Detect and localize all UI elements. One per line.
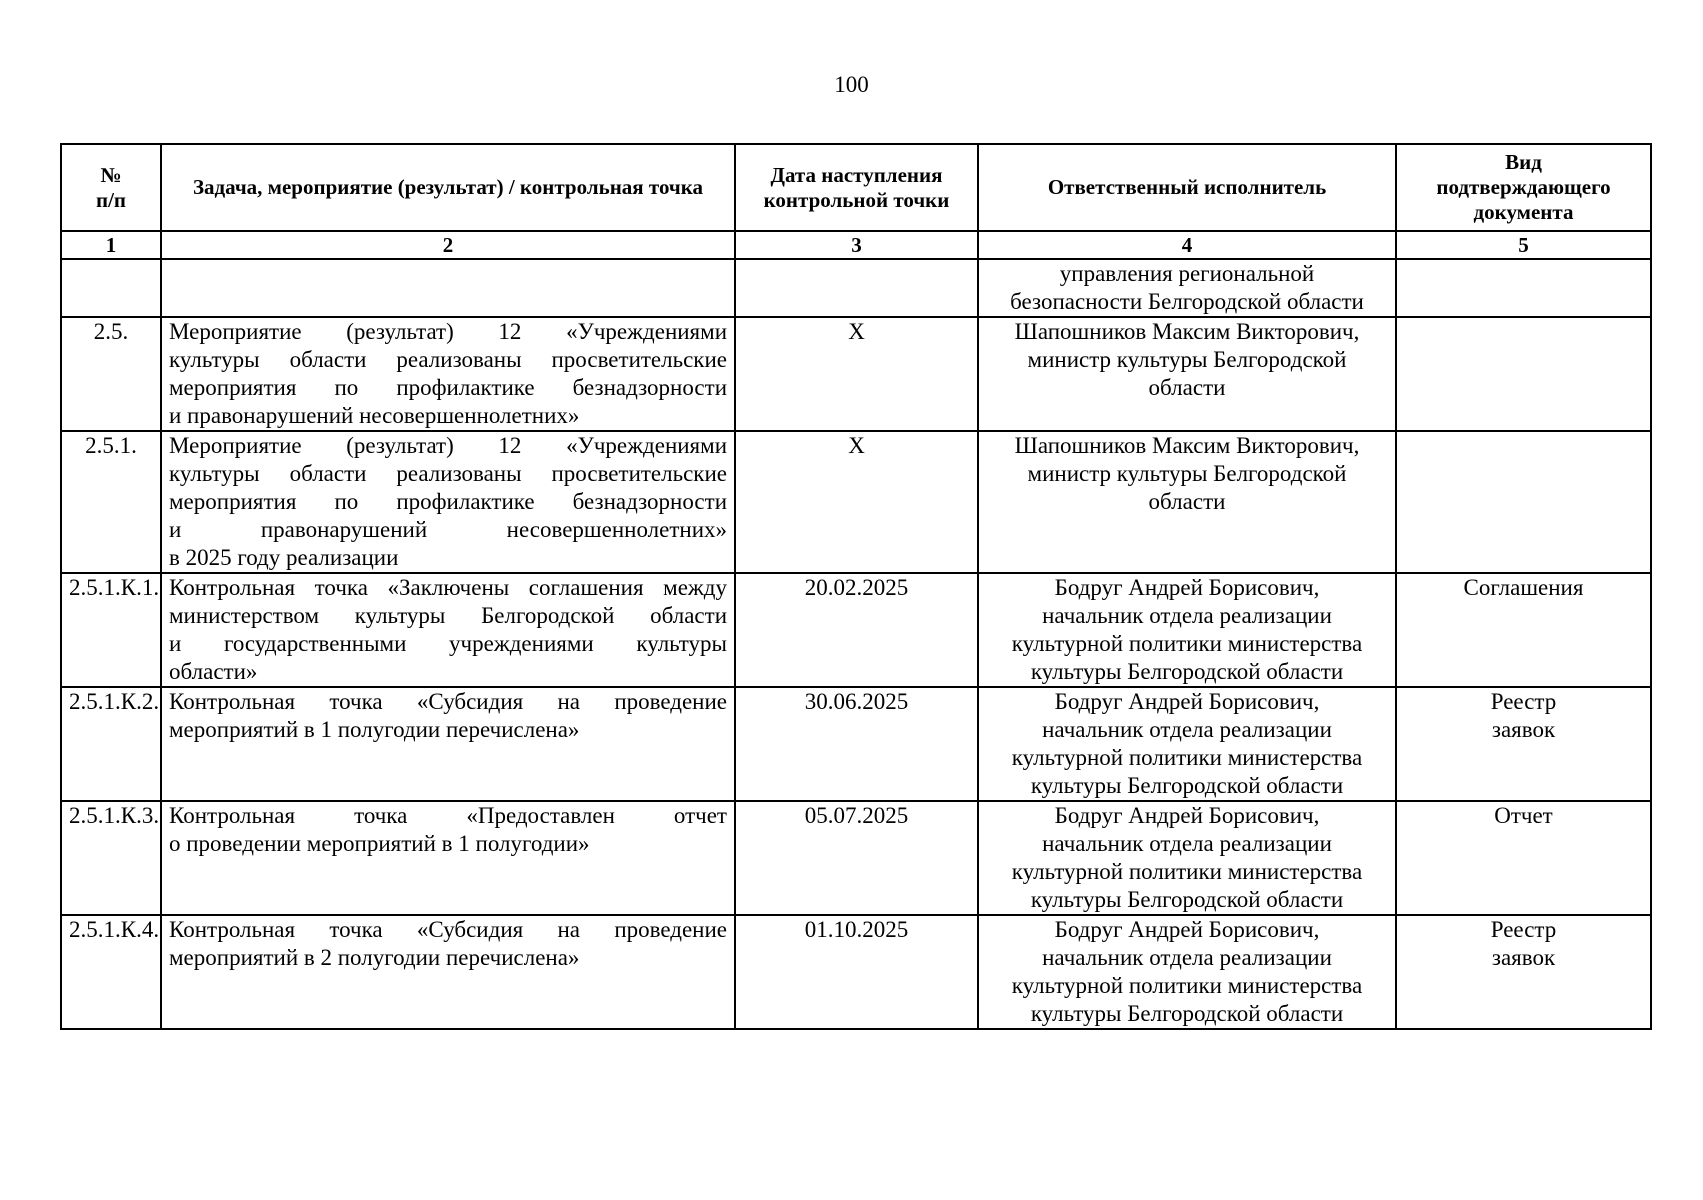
task-cell (161, 317, 735, 431)
document-type-cell (1396, 317, 1651, 431)
responsible-line: Шапошников Максим Викторович, (1014, 319, 1360, 344)
task-line: культуры области реализованы просветительские (169, 347, 727, 372)
header-document-type: Вид подтверждающего документа (1396, 144, 1651, 231)
responsible-line: управления региональной (1059, 261, 1315, 286)
responsible-line: начальник отдела реализации (1042, 945, 1332, 970)
responsible-line: культурной политики министерства (1011, 631, 1363, 656)
date-cell (735, 259, 978, 317)
responsible-line: культурной политики министерства (1011, 973, 1363, 998)
task-line: Контрольная точка «Заключены соглашения между (169, 575, 727, 600)
table-row (61, 801, 1651, 915)
header-date: Дата наступления контрольной точки (735, 144, 978, 231)
responsible-line: министр культуры Белгородской (1027, 347, 1347, 372)
responsible-line: культурной политики министерства (1011, 859, 1363, 884)
column-number: 3 (735, 231, 978, 259)
task-line: мероприятий в 1 полугодии перечислена» (169, 717, 580, 742)
responsible-line: области (1148, 375, 1226, 400)
date-cell: 20.02.2025 (735, 573, 978, 687)
column-number: 5 (1396, 231, 1651, 259)
responsible-line: культуры Белгородской области (1030, 887, 1344, 912)
task-cell (161, 431, 735, 573)
control-points-table (60, 143, 1652, 1030)
responsible-line: культуры Белгородской области (1030, 1001, 1344, 1026)
document-type-line: заявок (1491, 717, 1556, 742)
task-cell (161, 801, 735, 915)
row-number-cell: 2.5.1.К.2. (61, 687, 161, 801)
responsible-cell (978, 573, 1396, 687)
column-number: 1 (61, 231, 161, 259)
responsible-cell (978, 915, 1396, 1029)
task-line: области» (169, 659, 258, 684)
responsible-line: начальник отдела реализации (1042, 603, 1332, 628)
document-type-line: заявок (1491, 945, 1556, 970)
row-number-cell: 2.5.1. (61, 431, 161, 573)
row-number-cell: 2.5.1.К.3. (61, 801, 161, 915)
row-number-cell: 2.5. (61, 317, 161, 431)
document-type-line: Отчет (1494, 803, 1553, 828)
table-row (61, 259, 1651, 317)
row-number-cell: 2.5.1.К.1. (61, 573, 161, 687)
task-line: и государственными учреждениями культуры (169, 631, 727, 656)
responsible-line: министр культуры Белгородской (1027, 461, 1347, 486)
row-number-cell: 2.5.1.К.4. (61, 915, 161, 1029)
task-line: в 2025 году реализации (169, 545, 399, 570)
document-type-cell (1396, 801, 1651, 915)
responsible-line: области (1148, 489, 1226, 514)
document-type-cell (1396, 431, 1651, 573)
column-number: 2 (161, 231, 735, 259)
document-type-line: Соглашения (1463, 575, 1584, 600)
document-type-cell (1396, 687, 1651, 801)
responsible-line: культуры Белгородской области (1030, 659, 1344, 684)
date-cell: 30.06.2025 (735, 687, 978, 801)
task-line: Мероприятие (результат) 12 «Учреждениями (169, 433, 727, 458)
responsible-line: Бодруг Андрей Борисович, (1054, 689, 1320, 714)
page-number: 100 (834, 72, 869, 97)
column-number-row (61, 231, 1651, 259)
task-line: мероприятий в 2 полугодии перечислена» (169, 945, 580, 970)
responsible-cell (978, 801, 1396, 915)
task-line: и правонарушений несовершеннолетних» (169, 403, 580, 428)
responsible-line: начальник отдела реализации (1042, 717, 1332, 742)
table-row (61, 687, 1651, 801)
task-line: министерством культуры Белгородской области (169, 603, 727, 628)
responsible-line: Бодруг Андрей Борисович, (1054, 803, 1320, 828)
task-line: культуры области реализованы просветительские (169, 461, 727, 486)
table-header-row (61, 144, 1651, 231)
responsible-line: Бодруг Андрей Борисович, (1054, 917, 1320, 942)
date-cell: 05.07.2025 (735, 801, 978, 915)
task-line: Контрольная точка «Субсидия на проведение (169, 689, 727, 714)
header-responsible: Ответственный исполнитель (978, 144, 1396, 231)
responsible-line: Шапошников Максим Викторович, (1014, 433, 1360, 458)
header-task: Задача, мероприятие (результат) / контрольная точка (161, 144, 735, 231)
table-row (61, 431, 1651, 573)
responsible-cell (978, 687, 1396, 801)
responsible-line: безопасности Белгородской области (1010, 289, 1364, 314)
task-line: и правонарушений несовершеннолетних» (169, 517, 727, 542)
task-cell (161, 259, 735, 317)
document-type-line: Реестр (1490, 689, 1557, 714)
responsible-cell (978, 317, 1396, 431)
task-line: Контрольная точка «Предоставлен отчет (169, 803, 727, 828)
table-row (61, 915, 1651, 1029)
document-type-cell (1396, 915, 1651, 1029)
table-row (61, 573, 1651, 687)
task-cell (161, 573, 735, 687)
table-row (61, 317, 1651, 431)
header-number: № п/п (61, 144, 161, 231)
date-cell: 01.10.2025 (735, 915, 978, 1029)
column-number: 4 (978, 231, 1396, 259)
responsible-line: начальник отдела реализации (1042, 831, 1332, 856)
responsible-line: культурной политики министерства (1011, 745, 1363, 770)
responsible-cell (978, 259, 1396, 317)
task-line: мероприятия по профилактике безнадзорности (169, 489, 727, 514)
task-line: мероприятия по профилактике безнадзорности (169, 375, 727, 400)
responsible-line: Бодруг Андрей Борисович, (1054, 575, 1320, 600)
document-type-cell (1396, 259, 1651, 317)
task-line: Контрольная точка «Субсидия на проведение (169, 917, 727, 942)
row-number-cell (61, 259, 161, 317)
document-type-cell (1396, 573, 1651, 687)
date-cell: Х (735, 317, 978, 431)
responsible-cell (978, 431, 1396, 573)
task-cell (161, 915, 735, 1029)
task-cell (161, 687, 735, 801)
task-line: Мероприятие (результат) 12 «Учреждениями (169, 319, 727, 344)
document-type-line: Реестр (1490, 917, 1557, 942)
date-cell: Х (735, 431, 978, 573)
task-line: о проведении мероприятий в 1 полугодии» (169, 831, 590, 856)
responsible-line: культуры Белгородской области (1030, 773, 1344, 798)
table-body (61, 259, 1651, 1029)
